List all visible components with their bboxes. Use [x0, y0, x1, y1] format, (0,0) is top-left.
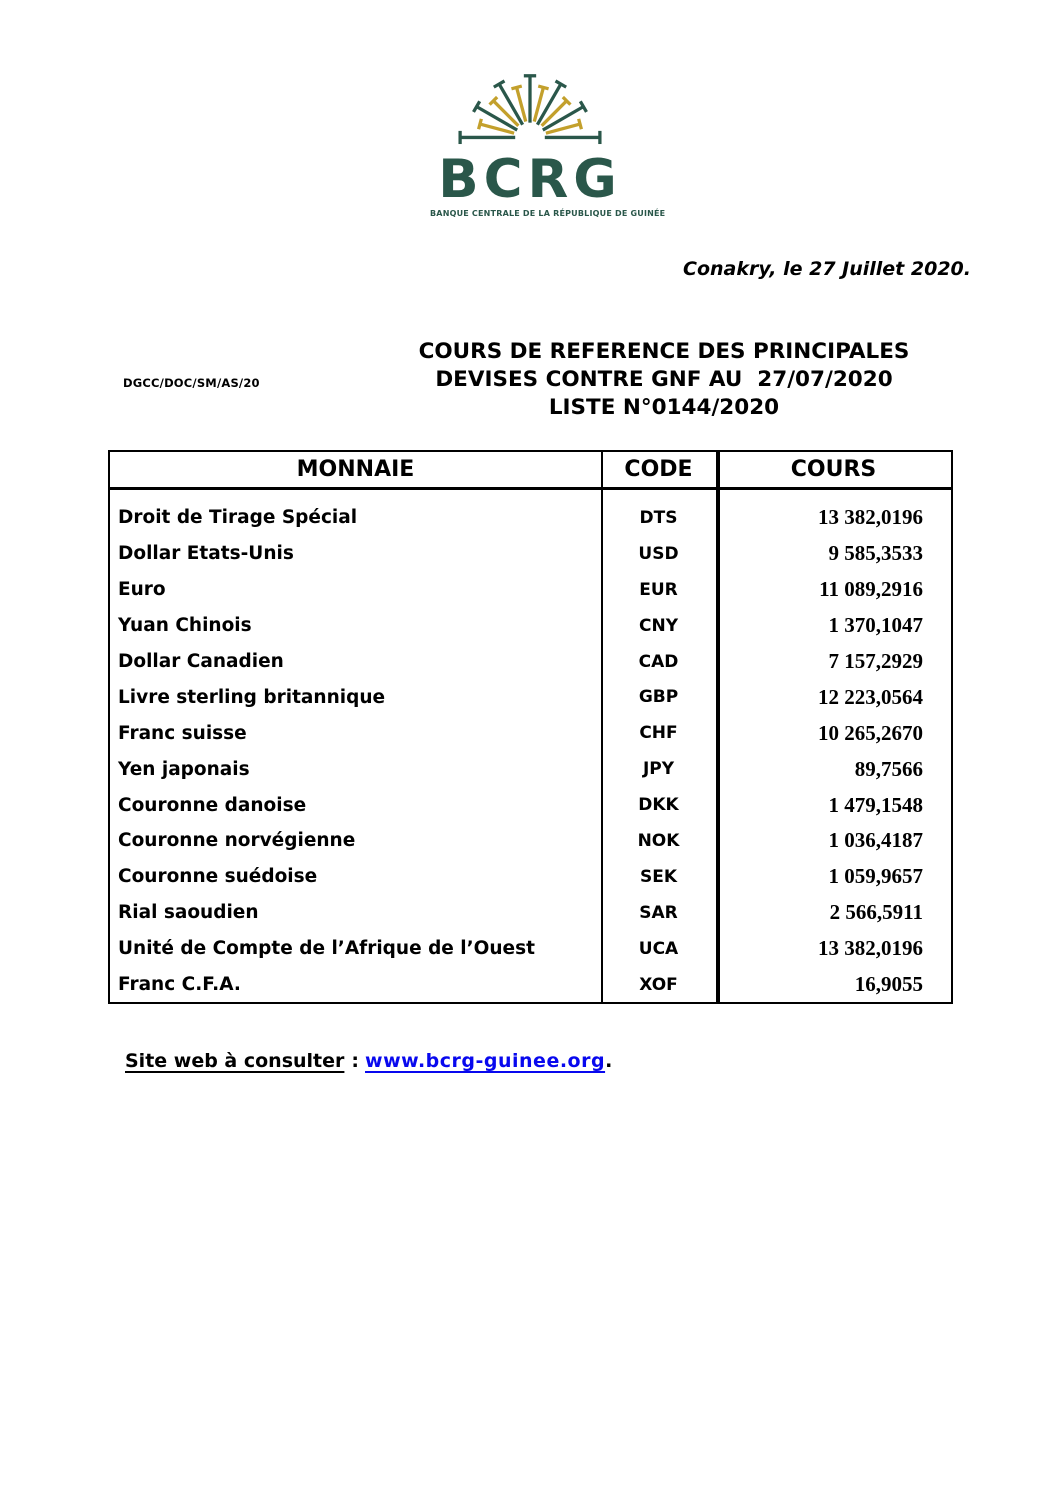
- currency-name-cell: Dollar Canadien: [118, 651, 284, 672]
- currency-rate-cell: 1 370,1047: [828, 613, 923, 638]
- currency-rate-cell: 1 479,1548: [828, 792, 923, 817]
- currency-rate-cell: 7 157,2929: [828, 649, 923, 673]
- title-line-3: LISTE N°0144/2020: [548, 395, 780, 420]
- currency-rate-cell: 89,7566: [854, 756, 923, 781]
- bcrg-rays-icon: [456, 70, 604, 149]
- currency-name-cell: Rial saoudien: [118, 902, 259, 924]
- currency-name-cell: Couronne danoise: [118, 794, 307, 816]
- logo-tagline: BANQUE CENTRALE DE LA RÉPUBLIQUE DE GUINÉE: [430, 209, 666, 218]
- currency-code-cell: DKK: [638, 795, 679, 816]
- currency-rate-cell: 10 265,2670: [818, 720, 923, 745]
- website-link[interactable]: www.bcrg-guinee.org: [365, 1050, 606, 1072]
- website-note: [125, 1050, 612, 1072]
- currency-name-cell: Unité de Compte de l’Afrique de l’Ouest: [118, 938, 535, 960]
- currency-name-cell: Livre sterling britannique: [118, 686, 386, 708]
- currency-code-cell: GBP: [638, 687, 679, 708]
- table-header-row: [110, 452, 951, 490]
- header-code: CODE: [624, 457, 693, 482]
- currency-rate-cell: 2 566,5911: [829, 900, 923, 925]
- currency-code-cell: JPY: [642, 759, 675, 780]
- currency-code-cell: XOF: [639, 974, 678, 995]
- currency-code-cell: CHF: [639, 723, 678, 744]
- currency-name-cell: Yuan Chinois: [118, 615, 252, 637]
- currency-rate-cell: 1 036,4187: [828, 828, 923, 853]
- currency-rate-cell: 16,9055: [854, 972, 923, 997]
- date-line: Conakry, le 27 Juillet 2020.: [683, 258, 971, 280]
- reference-code: DGCC/DOC/SM/AS/20: [123, 376, 260, 390]
- currency-rate-cell: 13 382,0196: [818, 936, 923, 961]
- logo-acronym: BCRG: [438, 149, 622, 210]
- header-rate: COURS: [790, 457, 877, 482]
- currency-name-cell: Dollar Etats-Unis: [118, 543, 294, 565]
- currency-code-cell: SAR: [639, 902, 678, 923]
- title-line-2: DEVISES CONTRE GNF AU 27/07/2020: [435, 367, 893, 392]
- currency-code-cell: CNY: [638, 615, 678, 636]
- currency-rate-cell: 11 089,2916: [819, 577, 923, 602]
- currency-code-cell: NOK: [637, 830, 680, 851]
- currency-rate-cell: 13 382,0196: [818, 505, 923, 530]
- website-label: Site web à consulter: [125, 1050, 345, 1072]
- currency-name-cell: Yen japonais: [118, 758, 250, 780]
- currency-rate-cell: 1 059,9657: [828, 864, 923, 889]
- bcrg-logo: [430, 66, 666, 218]
- title-line-1: COURS DE REFERENCE DES PRINCIPALES: [418, 339, 910, 364]
- website-separator: :: [351, 1050, 360, 1072]
- table-body: [110, 490, 951, 1002]
- exchange-rates-table: [108, 450, 953, 1004]
- currency-code-cell: UCA: [638, 938, 679, 959]
- currency-name-cell: Couronne suédoise: [118, 866, 318, 888]
- website-period: .: [605, 1050, 613, 1072]
- currency-code-cell: EUR: [639, 579, 678, 600]
- currency-code-cell: DTS: [639, 507, 678, 528]
- currency-name-cell: Couronne norvégienne: [118, 830, 356, 852]
- currency-code-cell: USD: [638, 543, 679, 564]
- column-divider-code-cours: [716, 452, 720, 1002]
- currency-code-cell: SEK: [639, 866, 678, 887]
- currency-name-cell: Franc C.F.A.: [118, 974, 241, 996]
- currency-name-cell: Euro: [118, 579, 166, 601]
- currency-rate-cell: 9 585,3533: [828, 541, 923, 566]
- currency-code-cell: CAD: [638, 651, 679, 672]
- column-divider-monnaie-code: [601, 452, 603, 1002]
- header-currency: MONNAIE: [296, 457, 415, 482]
- currency-name-cell: Droit de Tirage Spécial: [118, 507, 358, 529]
- currency-rate-cell: 12 223,0564: [818, 684, 923, 709]
- currency-name-cell: Franc suisse: [118, 722, 247, 744]
- document-title: [390, 338, 938, 422]
